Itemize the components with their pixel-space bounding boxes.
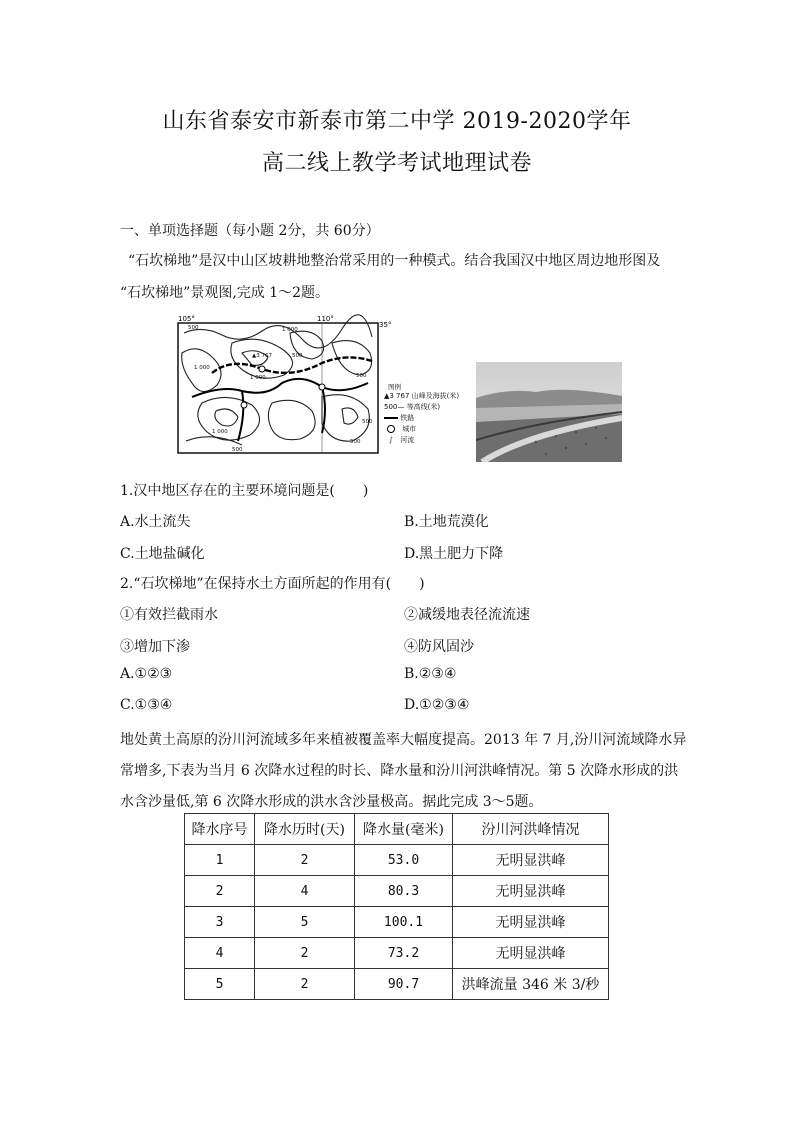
table-cell: 无明显洪峰 <box>453 845 609 876</box>
legend-item-peak: ▲3 767 山峰及海拔(米) <box>384 392 460 400</box>
q2-option-c[interactable]: C.①③④ <box>120 697 173 713</box>
table-cell: 5 <box>185 969 255 1000</box>
table-row <box>185 969 609 1000</box>
table-header-cell: 降水历时(天) <box>255 814 355 845</box>
question-1-stem: 1.汉中地区存在的主要环境问题是( ) <box>120 483 369 499</box>
lon-right-label: 110° <box>317 315 334 323</box>
contour-label: 1 000 <box>194 365 210 371</box>
river-icon: ∫ <box>389 436 393 444</box>
q2-statement-4: ④防风固沙 <box>404 639 474 655</box>
contour-label: 1 000 <box>282 327 298 333</box>
peak-label: ▲3 767 <box>252 353 272 359</box>
contour-label: 1 000 <box>250 375 266 381</box>
contour-label: 500 <box>232 447 243 453</box>
passage2-line1: 地处黄土高原的汾川河流域多年来植被覆盖率大幅度提高。2013 年 7 月,汾川河流域降水异 <box>120 732 687 748</box>
table-cell: 2 <box>255 969 355 1000</box>
table-cell: 53.0 <box>355 845 453 876</box>
legend-item-rail: 铁路 <box>384 413 474 424</box>
passage1-line1: “石坎梯地”是汉中山区坡耕地整治常采用的一种模式。结合我国汉中地区周边地形图及 <box>128 253 661 269</box>
contour-label: 500 <box>356 373 367 379</box>
q2-option-d[interactable]: D.①②③④ <box>404 697 470 713</box>
table-header-cell: 降水序号 <box>185 814 255 845</box>
city-marker <box>319 384 325 390</box>
table-cell: 4 <box>255 876 355 907</box>
table-cell: 无明显洪峰 <box>453 876 609 907</box>
table-cell: 80.3 <box>355 876 453 907</box>
contour-label: 1 000 <box>212 429 228 435</box>
table-header-cell: 汾川河洪峰情况 <box>453 814 609 845</box>
table-cell: 5 <box>255 907 355 938</box>
contour-label: 500 <box>188 325 199 331</box>
table-row <box>185 907 609 938</box>
contour-label: 500 <box>362 419 373 425</box>
q2-option-a[interactable]: A.①②③ <box>120 666 173 682</box>
legend-item-river: ∫ 河流 <box>384 435 474 446</box>
q2-statement-1: ①有效拦截雨水 <box>120 607 218 623</box>
rail-icon <box>384 417 398 419</box>
table-cell: 无明显洪峰 <box>453 907 609 938</box>
table-cell: 100.1 <box>355 907 453 938</box>
page-title: 山东省泰安市新泰市第二中学 2019-2020学年 <box>162 109 632 134</box>
lon-left-label: 105° <box>178 315 195 323</box>
passage2-line3: 水含沙量低,第 6 次降水形成的洪水含沙量极高。据此完成 3～5题。 <box>120 794 543 810</box>
legend-item-city: 城市 <box>384 424 474 435</box>
contour-label: 500 <box>292 353 303 359</box>
table-cell: 3 <box>185 907 255 938</box>
table-header-row <box>185 814 609 845</box>
contour-label: 500 <box>350 439 361 445</box>
q1-option-c[interactable]: C.土地盐碱化 <box>120 546 205 562</box>
table-row <box>185 845 609 876</box>
table-cell: 2 <box>185 876 255 907</box>
q1-option-b[interactable]: B.土地荒漠化 <box>404 514 489 530</box>
precipitation-table <box>184 813 609 1000</box>
section-heading: 一、单项选择题（每小题 2分，共 60分） <box>120 223 380 239</box>
table-header-cell: 降水量(毫米) <box>355 814 453 845</box>
q2-option-b[interactable]: B.②③④ <box>404 666 457 682</box>
page-subtitle: 高二线上教学考试地理试卷 <box>261 151 532 176</box>
q2-statement-3: ③增加下渗 <box>120 639 190 655</box>
table-cell: 2 <box>255 845 355 876</box>
lat-label: 35° <box>379 321 392 329</box>
table-row <box>185 876 609 907</box>
terrain-map <box>172 313 460 465</box>
terrace-landscape-photo <box>476 362 622 462</box>
table-cell: 73.2 <box>355 938 453 969</box>
table-cell: 1 <box>185 845 255 876</box>
table-cell: 无明显洪峰 <box>453 938 609 969</box>
map-legend <box>388 382 402 391</box>
legend-title: 图例 <box>388 383 401 391</box>
city-marker <box>259 366 265 372</box>
passage1-line2: “石坎梯地”景观图,完成 1～2题。 <box>120 285 330 301</box>
table-row <box>185 938 609 969</box>
question-2-stem: 2.“石坎梯地”在保持水土方面所起的作用有( ) <box>120 576 425 592</box>
city-marker <box>241 402 247 408</box>
table-cell: 洪峰流量 346 米 3/秒 <box>453 969 609 1000</box>
q1-option-a[interactable]: A.水土流失 <box>120 514 191 530</box>
q2-statement-2: ②减缓地表径流流速 <box>404 607 530 623</box>
passage2-line2: 常增多,下表为当月 6 次降水过程的时长、降水量和汾川河洪峰情况。第 5 次降水形成的洪 <box>120 763 679 779</box>
map-frame <box>178 323 378 453</box>
table-cell: 2 <box>255 938 355 969</box>
legend-item-contour: 500— 等高线(米) <box>384 403 441 411</box>
q1-option-d[interactable]: D.黑土肥力下降 <box>404 546 504 562</box>
table-cell: 90.7 <box>355 969 453 1000</box>
table-cell: 4 <box>185 938 255 969</box>
city-icon <box>387 425 395 433</box>
